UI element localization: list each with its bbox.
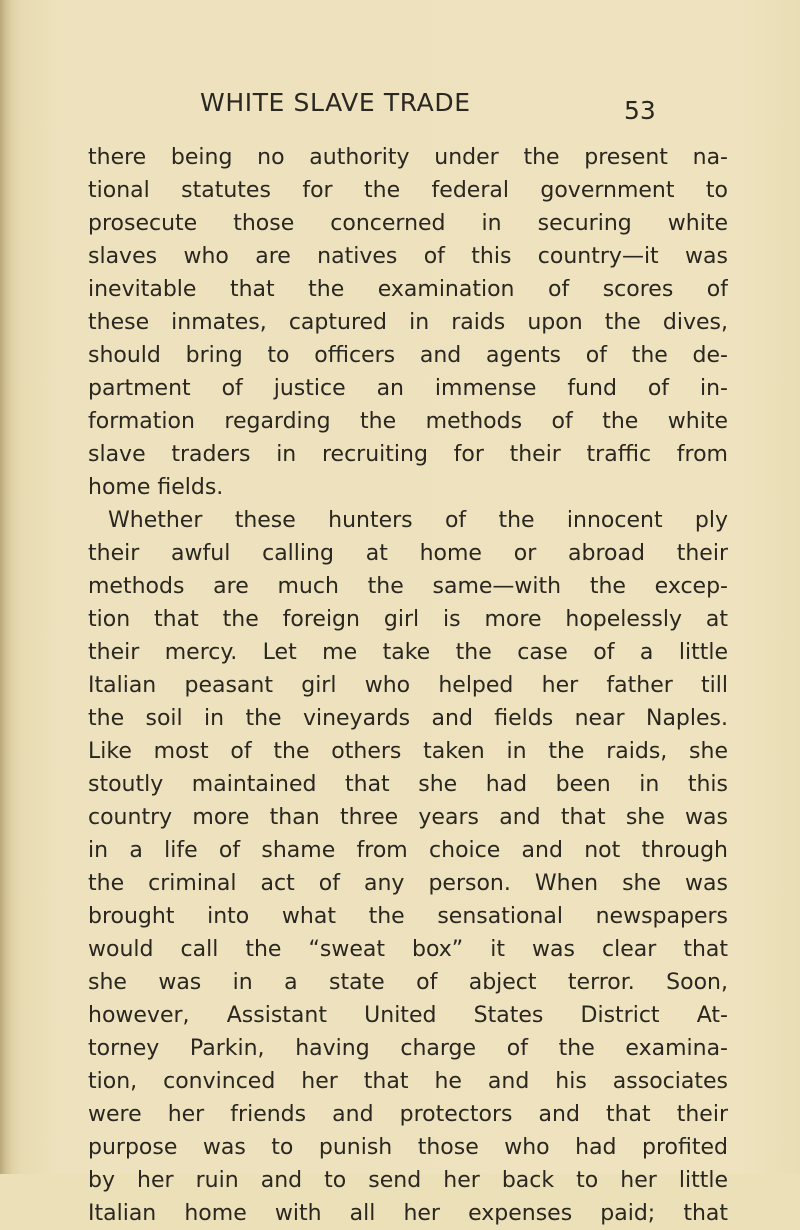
text-line: would call the “sweat box” it was clear that (88, 937, 728, 962)
text-line: prosecute those concerned in securing white (88, 211, 728, 236)
text-line: Whether these hunters of the innocent ply (108, 508, 728, 533)
text-line: Italian peasant girl who helped her father till (88, 673, 728, 698)
text-line: should bring to officers and agents of the de- (88, 343, 728, 368)
text-line: methods are much the same—with the excep- (88, 574, 728, 599)
text-line: Like most of the others taken in the raids, she (88, 739, 728, 764)
text-line: purpose was to punish those who had profited (88, 1135, 728, 1160)
text-line: formation regarding the methods of the white (88, 409, 728, 434)
text-line: there being no authority under the present na- (88, 145, 728, 170)
text-line: inevitable that the examination of scores of (88, 277, 728, 302)
text-line: were her friends and protectors and that their (88, 1102, 728, 1127)
text-line: the criminal act of any person. When she was (88, 871, 728, 896)
text-line: their mercy. Let me take the case of a little (88, 640, 728, 665)
text-line: tional statutes for the federal government to (88, 178, 728, 203)
body-text (88, 141, 728, 1230)
text-line: these inmates, captured in raids upon the dives, (88, 310, 728, 335)
page-spine-shadow (0, 0, 14, 1174)
text-line: country more than three years and that she was (88, 805, 728, 830)
text-line: torney Parkin, having charge of the examina- (88, 1036, 728, 1061)
text-line: the soil in the vineyards and fields near Naples. (88, 706, 728, 731)
text-line: Italian home with all her expenses paid; that (88, 1201, 728, 1226)
text-line: tion, convinced her that he and his associates (88, 1069, 728, 1094)
text-line: slaves who are natives of this country—it was (88, 244, 728, 269)
text-line: brought into what the sensational newspapers (88, 904, 728, 929)
text-line: tion that the foreign girl is more hopelessly at (88, 607, 728, 632)
text-line: their awful calling at home or abroad their (88, 541, 728, 566)
text-line: by her ruin and to send her back to her little (88, 1168, 728, 1193)
text-line: she was in a state of abject terror. Soon, (88, 970, 728, 995)
text-line: however, Assistant United States District At- (88, 1003, 728, 1028)
running-head-title: WHITE SLAVE TRADE (200, 88, 471, 117)
text-line: slave traders in recruiting for their traffic from (88, 442, 728, 467)
page-number: 53 (624, 96, 656, 125)
text-line: home fields. (88, 475, 224, 500)
text-line: stoutly maintained that she had been in this (88, 772, 728, 797)
text-line: in a life of shame from choice and not through (88, 838, 728, 863)
text-line: partment of justice an immense fund of in- (88, 376, 728, 401)
